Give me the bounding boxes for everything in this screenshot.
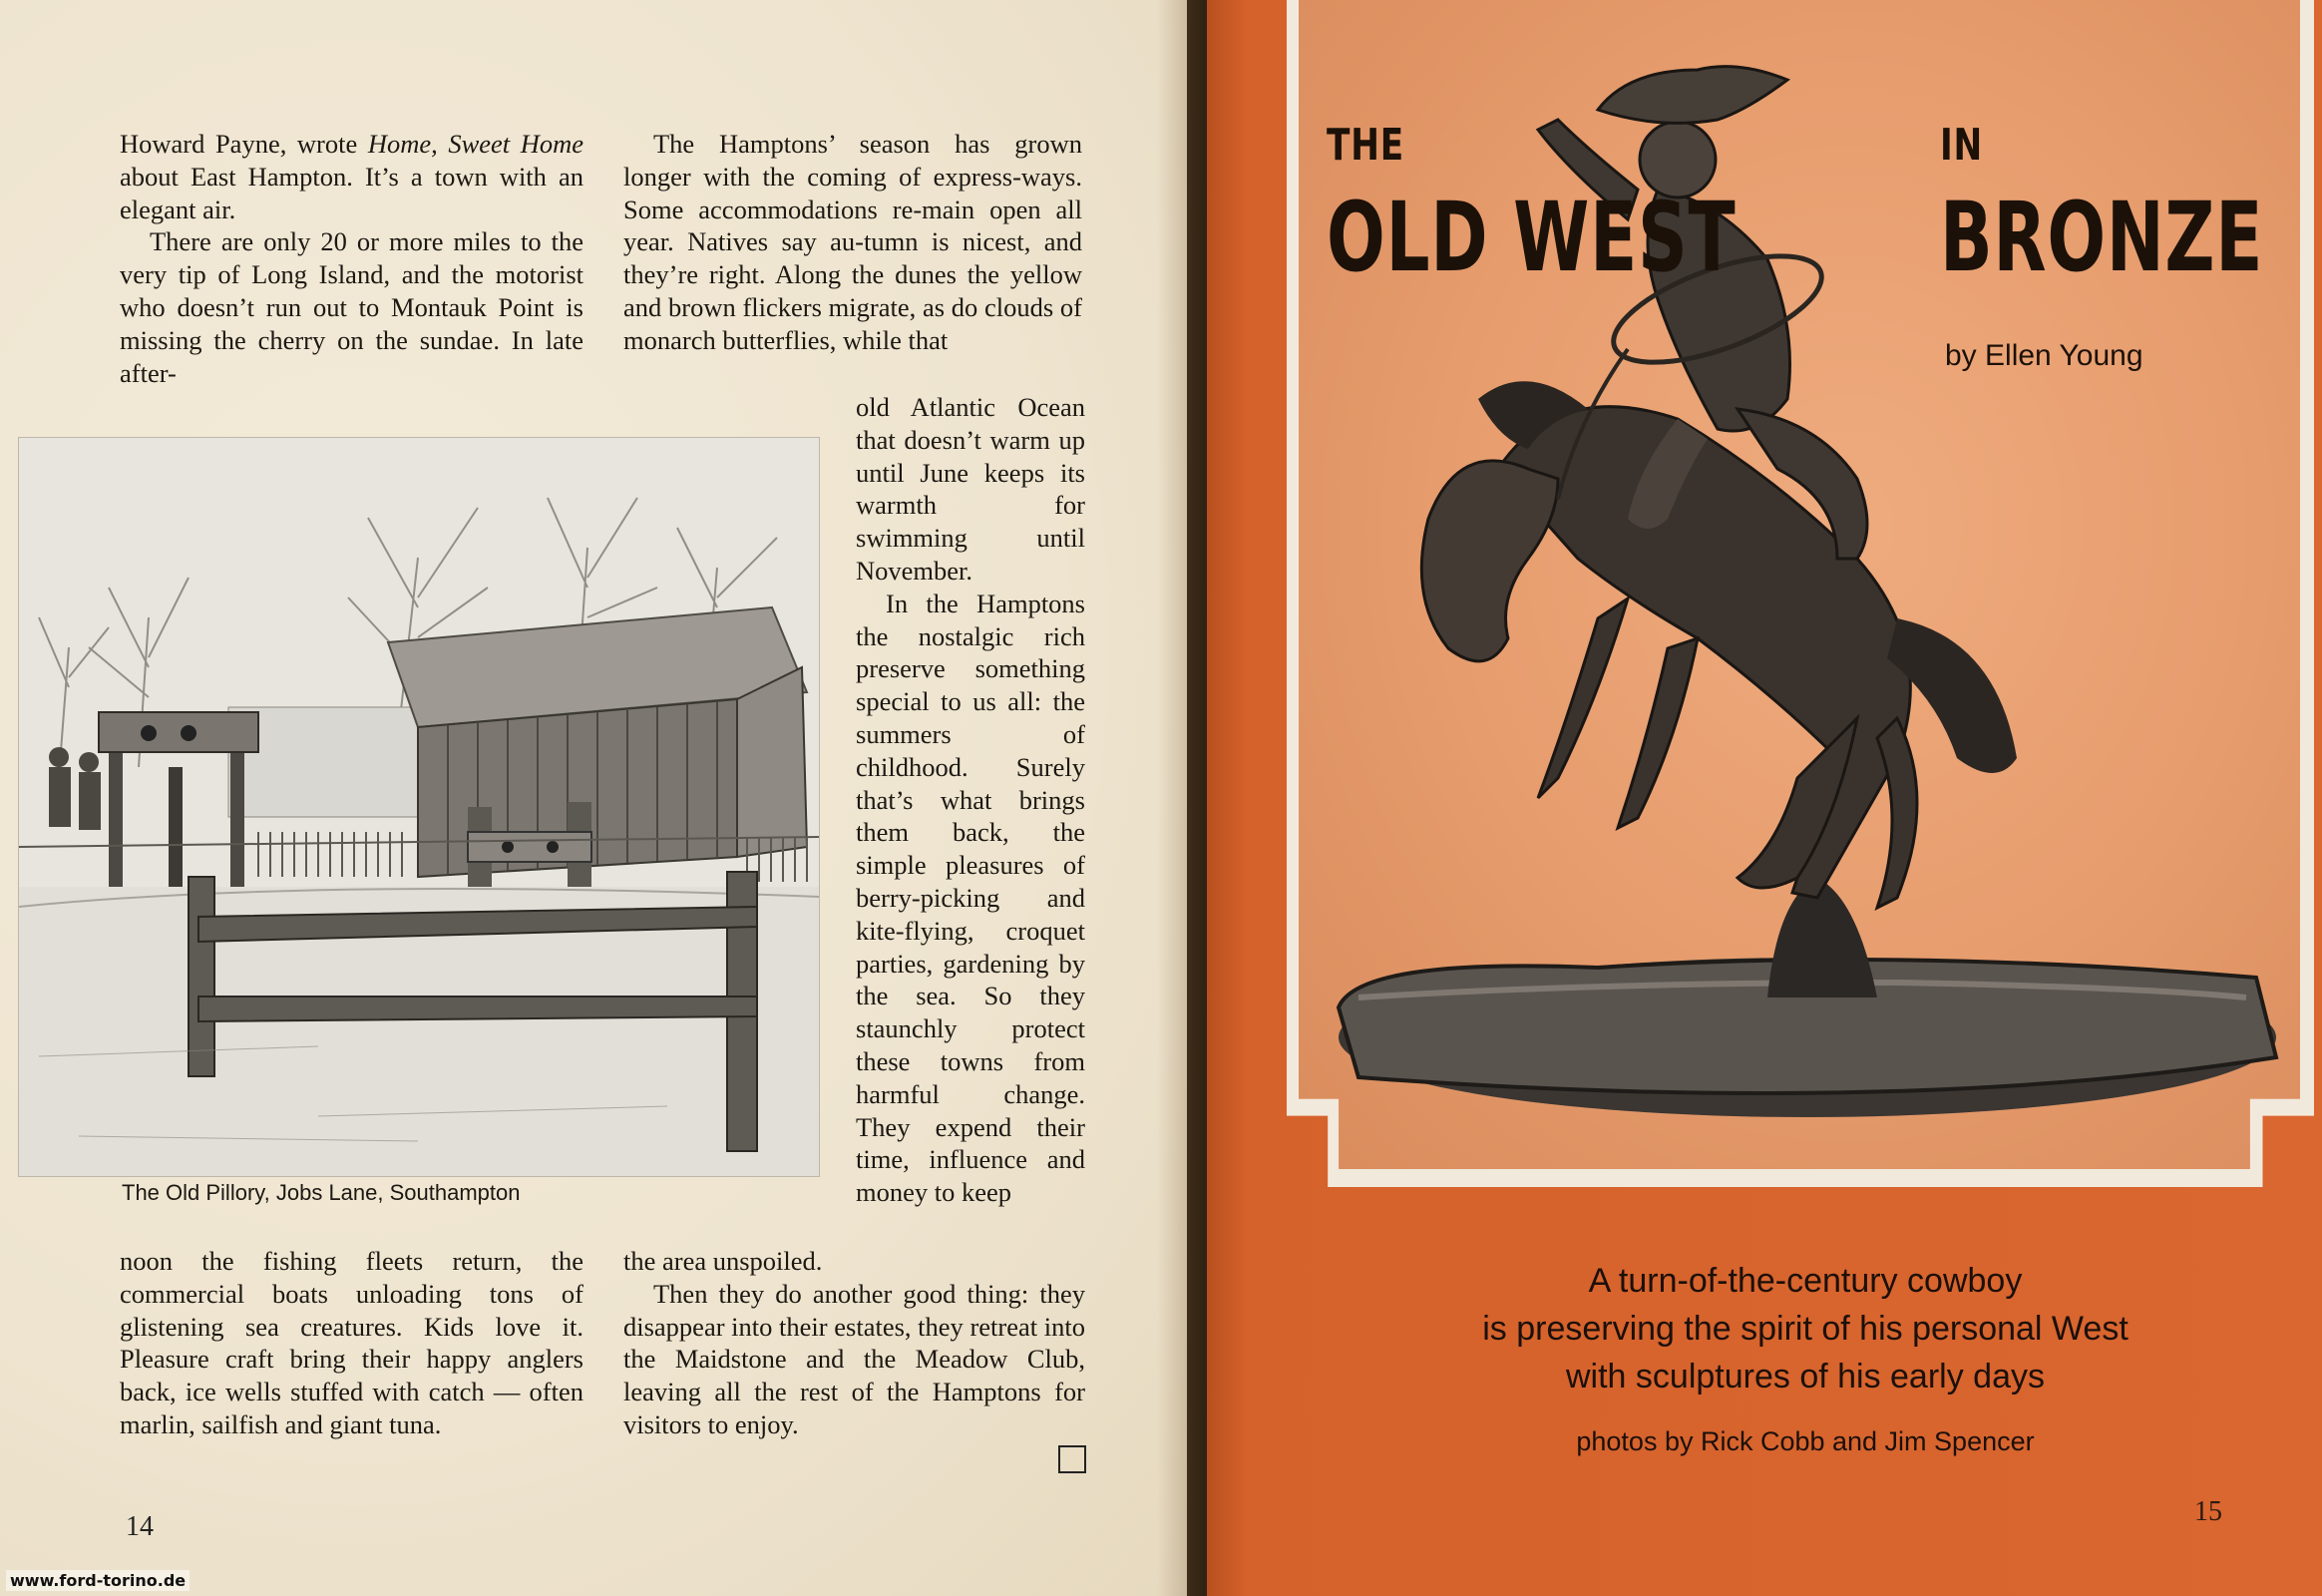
column2-top-text xyxy=(623,128,1082,357)
end-mark-icon xyxy=(1058,1445,1086,1473)
watermark-url: www.ford-torino.de xyxy=(6,1570,190,1591)
pillory-sketch xyxy=(19,438,819,1176)
column2-bottom-text xyxy=(623,1245,1085,1441)
paragraph-text: Howard Payne, wrote xyxy=(120,129,368,159)
subtitle-line: A turn-of-the-century cowboy xyxy=(1588,1262,2023,1300)
paragraph-unspoiled: the area unspoiled. xyxy=(623,1246,823,1276)
paragraph-text: about East Hampton. It’s a town with an elegant air. xyxy=(120,161,583,224)
paragraph-season: The Hamptons’ season has grown longer with the coming of express-ways. Some accommodations re-main open all year. Natives say au-tumn is nicest, and they’re right. Along the dunes the yellow and brown flickers migrate, as do clouds of monarch butterflies, while that xyxy=(623,129,1082,355)
illustration-caption: The Old Pillory, Jobs Lane, Southampton xyxy=(122,1180,521,1205)
paragraph-nostalgic-rich: In the Hamptons the nostalgic rich preserve something special to us all: the summers of childhood. Surely that’s what brings them back, the simple pleasures of berry-picking and kite-flying, croquet parties, gardening by the sea. So they staunchly protect these towns from harmful change. They expend their time, influence and money to keep xyxy=(856,588,1085,1208)
page-number-right: 15 xyxy=(2194,1496,2222,1527)
subtitle-line: is preserving the spirit of his personal West xyxy=(1482,1310,2128,1348)
bronze-sculpture-photo xyxy=(1299,0,2300,1169)
bronco-sculpture-image xyxy=(1299,0,2300,1169)
paragraph-atlantic: old Atlantic Ocean that doesn’t warm up until June keeps its warmth for swimming until November. xyxy=(856,392,1085,586)
paragraph-another-good-thing: Then they do another good thing: they disappear into their estates, they retreat into the Maidstone and the Meadow Club, leaving all the rest of the Hamptons for visitors to enjoy. xyxy=(623,1278,1085,1439)
title-old-west: OLD WEST xyxy=(1327,182,1737,293)
old-pillory-illustration xyxy=(18,437,820,1177)
photo-credit: photos by Rick Cobb and Jim Spencer xyxy=(1576,1426,2035,1456)
column2-narrow-text xyxy=(856,391,1085,1209)
title-bronze: BRONZE xyxy=(1940,182,2264,293)
title-the: THE xyxy=(1327,120,1404,171)
article-subtitle xyxy=(1376,1257,2234,1400)
subtitle-line: with sculptures of his early days xyxy=(1566,1358,2045,1396)
byline: by Ellen Young xyxy=(1945,339,2143,372)
paragraph-fishing-fleets: noon the fishing fleets return, the commercial boats unloading tons of glistening sea creatures. Kids love it. Pleasure craft bring their happy anglers back, ice wells stuffed with catch — often marlin, sailfish and giant tuna. xyxy=(120,1246,583,1439)
title-in: IN xyxy=(1940,120,1984,171)
page-number-left: 14 xyxy=(126,1511,154,1542)
paragraph-howard-payne xyxy=(120,128,583,225)
column1-bottom-text xyxy=(120,1245,583,1441)
column1-top-text xyxy=(120,128,583,389)
paragraph-montauk: There are only 20 or more miles to the very tip of Long Island, and the motorist who doesn’t run out to Montauk Point is missing the cherry on the sundae. In late after- xyxy=(120,226,583,388)
song-title: Home, Sweet Home xyxy=(367,129,583,159)
